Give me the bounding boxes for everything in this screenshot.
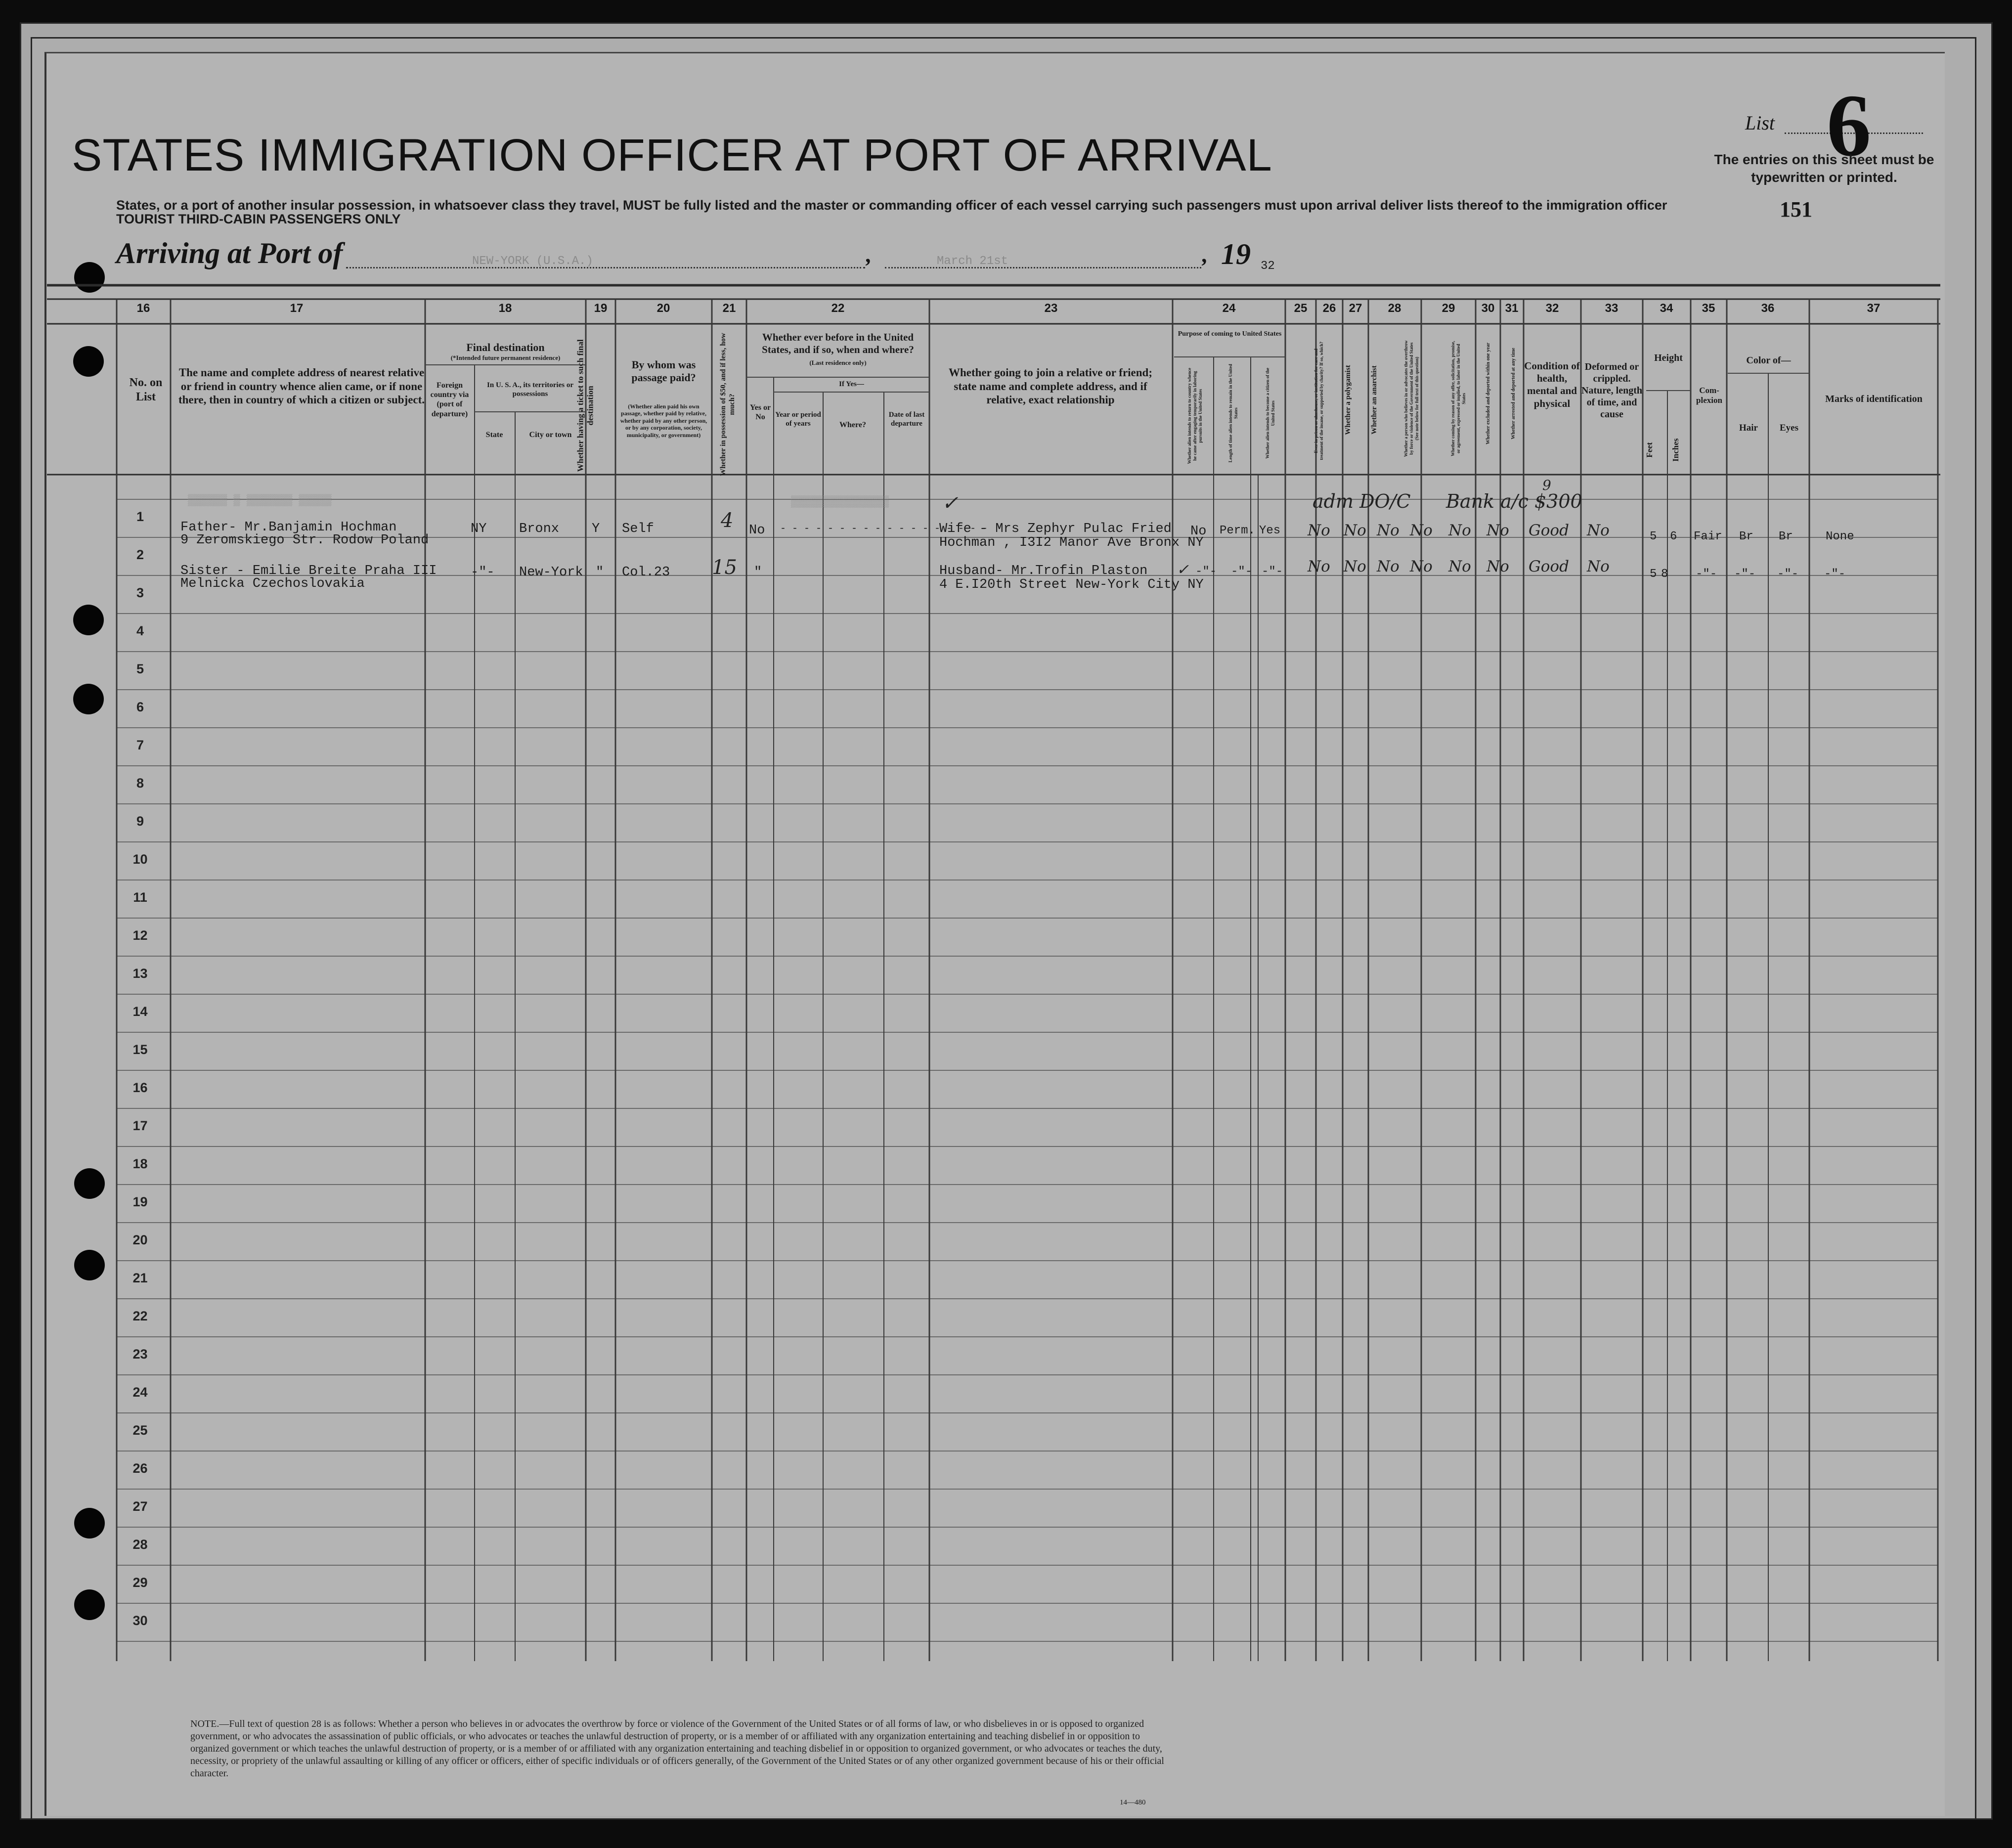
entry-2-inches: 8 (1661, 568, 1668, 581)
port-value: NEW-YORK (U.S.A.) (472, 255, 593, 268)
entry-1-ever-before: No (749, 523, 765, 538)
row-number: 7 (136, 738, 144, 752)
entry-1-deformed: No (1587, 522, 1610, 539)
entry-1-complexion: Fair (1694, 530, 1722, 543)
header-coming-by-reason: Whether coming by reason of any offer, solicitation, promise, or agreement, expressed or implied, to labor in the United States (1450, 341, 1466, 456)
entry-1-join-line1: Wife - Mrs Zephyr Pulac Fried (939, 522, 1172, 536)
header-no-on-list: No. on List (129, 376, 163, 403)
header-excluded-year: Whether excluded and deported within one year (1486, 343, 1491, 444)
entry-2-feet: 5 (1650, 568, 1657, 581)
entry-2-q25: No (1308, 558, 1330, 575)
header-foreign-country: Foreign country via (port of departure) (430, 381, 469, 418)
entry-1-feet: 5 (1650, 530, 1657, 543)
header-marks: Marks of identification (1825, 394, 1923, 404)
entry-1-q25: No (1308, 522, 1330, 539)
row-number: 24 (132, 1385, 148, 1400)
comma-2: , (1202, 242, 1208, 267)
entry-2-deformed: No (1587, 558, 1610, 575)
row-number: 4 (136, 623, 144, 638)
list-number: 6 (1827, 76, 1871, 175)
row-number: 18 (132, 1156, 148, 1171)
column-number: 33 (1605, 302, 1618, 315)
entry-1-q30: No (1487, 522, 1509, 539)
header-last-residence: (Last residence only) (809, 359, 867, 366)
header-nearest-relative: The name and complete address of nearest relative or friend in country whence alien came, or if none there, then in country of which a citizen or subject. (178, 366, 425, 406)
year-suffix: 32 (1261, 260, 1275, 273)
entry-2-eyes: -"- (1777, 568, 1799, 581)
column-number: 23 (1044, 302, 1058, 315)
entry-1-state: NY (471, 522, 487, 536)
entry-2-q26: No (1344, 558, 1366, 575)
faded-dashes: ▒▒▒▒▒▒▒▒▒▒▒▒▒▒▒ (791, 496, 889, 508)
column-number: 32 (1545, 302, 1559, 315)
row-number: 10 (132, 852, 148, 867)
entry-2-state: -"- (471, 565, 495, 580)
row-number: 28 (132, 1537, 148, 1552)
row-number: 25 (132, 1423, 148, 1438)
entry-2-q28: No (1410, 558, 1433, 575)
column-number: 36 (1761, 302, 1775, 315)
column-number: 30 (1481, 302, 1495, 315)
row-number: 29 (132, 1575, 148, 1590)
column-number: 34 (1660, 302, 1673, 315)
header-prison: Ever in prison or almshouse, or institution for care and treatment of the insane, or supported by charity? If so, which? (1313, 341, 1324, 460)
row-number: 12 (132, 928, 148, 943)
row-number: 5 (136, 661, 144, 676)
row-number: 9 (136, 814, 144, 829)
row-number: 20 (132, 1232, 148, 1247)
entry-1-condition: Good (1529, 522, 1569, 539)
header-hair: Hair (1739, 423, 1758, 433)
header-anarchist: Whether an anarchist (1370, 365, 1378, 435)
entry-2-complexion: -"- (1696, 568, 1717, 581)
entry-1-city: Bronx (519, 522, 560, 536)
header-state: State (485, 431, 503, 439)
header-complexion: Com- plexion (1696, 386, 1722, 405)
entry-2-join-line2: 4 E.I20th Street New-York City NY (939, 577, 1204, 592)
entry-1-money: 4 (721, 509, 734, 532)
list-label: List (1745, 112, 1775, 134)
header-final-destination-note: (*Intended future permanent residence) (450, 354, 561, 361)
entry-1-purpose-a: No (1190, 524, 1207, 539)
header-inches: Inches (1670, 438, 1680, 462)
header-purpose-a: Whether alien intends to return to country whence he came after engaging temporarily in laboring pursuits in the United States (1186, 367, 1203, 464)
entry-1-ticket: Y (592, 522, 600, 536)
row-number: 23 (132, 1347, 148, 1362)
header-color-of: Color of— (1746, 355, 1791, 366)
entry-1-q29: No (1448, 522, 1471, 539)
entry-1-hair: Br (1739, 530, 1753, 543)
entry-2-paid-by: Col.23 (622, 565, 670, 580)
entry-1-q28: No (1410, 522, 1433, 539)
column-number: 27 (1349, 302, 1362, 315)
column-number: 16 (136, 302, 150, 315)
form-number: 14—480 (1120, 1799, 1146, 1806)
entry-2-relative-line1: Sister - Emilie Breite Praha III (180, 564, 437, 578)
column-number: 20 (656, 302, 670, 315)
header-by-whom-note: (Whether alien paid his own passage, whether paid by relative, whether paid by any other person, or by any corporation, society, municipality, or government) (620, 403, 707, 439)
header-ticket: Whether having a ticket to such final destination (575, 339, 595, 472)
comma-1: , (866, 242, 872, 267)
column-number: 37 (1867, 302, 1881, 315)
header-purpose: Purpose of coming to United States (1178, 330, 1282, 338)
entry-1-inches: 6 (1670, 530, 1677, 543)
faded-relative-line: ▒▒▒▒▒▒ ▒ ▒▒▒▒▒▒▒ ▒▒▒▒▒ (188, 494, 332, 507)
annotation-admitted: adm DO/C (1312, 490, 1411, 512)
entry-2-hair: -"- (1734, 568, 1756, 581)
header-yes-no: Yes or No (749, 403, 771, 422)
row-number: 11 (133, 890, 147, 905)
entry-1-eyes: Br (1779, 530, 1793, 543)
entry-1-relative-line2: 9 Zeromskiego Str. Rodow Poland (180, 533, 429, 548)
column-number: 31 (1505, 302, 1519, 315)
column-number: 28 (1388, 302, 1401, 315)
column-number: 22 (831, 302, 845, 315)
header-city: City or town (529, 431, 572, 439)
header-eyes: Eyes (1780, 423, 1798, 433)
row-number: 26 (132, 1461, 148, 1476)
header-by-whom: By whom was passage paid? (631, 358, 696, 384)
check-mark: ✓ (1177, 561, 1189, 578)
header-year-period: Year or period of years (775, 411, 821, 428)
footer-note: NOTE.—Full text of question 28 is as follows: Whether a person who believes in or advocates the overthrow by force or violence of the Government of the United States or of all forms of law, or who disbelieves in or is opposed to organized government, or who advocates the assassination of public officials, or who advocates or teaches the unlawful destruction of property, or is a member of or affiliated with any organization entertaining and teaching disbelief in or opposition to organized government or which teaches the unlawful destruction of property, or is a member of or affiliated with any organization entertaining and teaching disbelief in or opposition to organized government, or who advocates or teaches the duty, necessity, or propriety of the unlawful assaulting or killing of any officer or officers, either of specific individuals or of officers generally, of the Government of the United States or of any other organized government because of his or their official character. (190, 1718, 1164, 1779)
entry-2-money: 15 (712, 556, 737, 579)
entry-2-join-line1: Husband- Mr.Trofin Plaston (939, 564, 1148, 578)
header-polygamist: Whether a polygamist (1344, 365, 1352, 435)
column-number: 24 (1222, 302, 1236, 315)
entry-2-q29: No (1448, 558, 1471, 575)
header-overthrow: Whether a person who believes in or advocates the overthrow by force or violence of the Government of the United States (See note below for full text of this question) (1403, 340, 1419, 457)
annotation-superscript: 9 (1542, 477, 1551, 493)
column-number: 26 (1322, 302, 1336, 315)
row-number: 16 (132, 1080, 148, 1095)
passenger-class: TOURIST THIRD-CABIN PASSENGERS ONLY (116, 212, 401, 226)
entry-2-relative-line2: Melnicka Czechoslovakia (180, 576, 365, 591)
header-date-departure: Date of last departure (888, 411, 925, 428)
row-number: 13 (132, 966, 148, 981)
row-number: 21 (132, 1271, 148, 1285)
entry-2-purpose-b: -"- (1231, 565, 1253, 578)
column-number: 18 (498, 302, 512, 315)
row-number: 6 (136, 700, 144, 714)
column-number: 17 (290, 302, 304, 315)
header-height: Height (1654, 352, 1683, 363)
row-number: 2 (136, 547, 144, 562)
header-purpose-b: Length of time alien intends to remain in the United States (1228, 364, 1238, 463)
entry-1-join-line2: Hochman , I3I2 Manor Ave Bronx NY (939, 535, 1204, 550)
header-ever-before: Whether ever before in the United States, and if so, when and where? (762, 331, 914, 356)
row-number: 22 (132, 1309, 148, 1323)
form-instructions: States, or a port of another insular possession, in whatsoever class they travel, MUST be fully listed and the master or commanding officer of each vessel carrying such passengers must upon arrival deliver lists thereof to the immigration officer (116, 198, 1667, 213)
row-number: 30 (132, 1613, 148, 1628)
column-number: 29 (1442, 302, 1455, 315)
entry-1-q26: No (1344, 522, 1366, 539)
header-deformed: Deformed or crippled. Nature, length of time, and cause (1581, 361, 1642, 420)
date-value: March 21st (937, 255, 1008, 268)
header-where: Where? (839, 421, 866, 429)
row-number: 19 (132, 1194, 148, 1209)
header-in-usa: In U. S. A., its territories or possessions (487, 381, 573, 398)
entry-1-marks: None (1826, 530, 1854, 543)
row-number: 3 (136, 585, 144, 600)
entry-2-condition: Good (1529, 558, 1569, 575)
year-prefix: 19 (1221, 238, 1251, 270)
entry-1-paid-by: Self (622, 522, 654, 536)
entry-1-purpose-c: Yes (1259, 524, 1281, 537)
entry-2-ever-before: " (754, 565, 762, 580)
row-number: 8 (136, 776, 144, 791)
entry-2-ticket: " (596, 565, 604, 580)
column-number: 25 (1294, 302, 1308, 315)
entry-2-q27: No (1377, 558, 1400, 575)
column-number: 21 (722, 302, 736, 315)
header-final-destination: Final destination (466, 341, 545, 353)
entry-2-marks: -"- (1824, 568, 1846, 581)
header-condition: Condition of health, mental and physical (1524, 360, 1580, 409)
entry-1-ever-dashes: - - - - - - - - - - - - - - - - - - (780, 523, 988, 534)
page-title: STATES IMMIGRATION OFFICER AT PORT OF ARRIVAL (72, 130, 1272, 180)
header-arrested: Whether arrested and deported at any time (1511, 348, 1516, 440)
check-mark: ✓ (942, 492, 959, 515)
header-if-yes: If Yes— (839, 380, 864, 388)
entry-2-q30: No (1487, 558, 1509, 575)
column-number: 35 (1702, 302, 1715, 315)
sheet-number: 151 (1780, 197, 1812, 221)
entry-1-purpose-b: Perm. (1220, 524, 1256, 537)
row-number: 17 (132, 1118, 148, 1133)
entry-2-purpose-a: -"- (1195, 565, 1217, 578)
entry-1-relative-line1: Father- Mr.Banjamin Hochman (180, 520, 397, 535)
header-purpose-c: Whether alien intends to become a citizen of the United States (1265, 367, 1275, 459)
column-number: 19 (594, 302, 608, 315)
row-number: 15 (132, 1042, 148, 1057)
row-number: 27 (132, 1499, 148, 1514)
header-possession-50: Whether in possession of $50, and if less, how much? (719, 333, 736, 476)
row-number: 14 (132, 1004, 148, 1019)
annotation-bank: Bank a/c $300 (1446, 490, 1582, 512)
arriving-label: Arriving at Port of (116, 237, 343, 269)
header-join-relative: Whether going to join a relative or friend; state name and complete address, and if relative, exact relationship (948, 366, 1153, 406)
entry-1-q27: No (1377, 522, 1400, 539)
entries-note: The entries on this sheet must be typewritten or printed. (1714, 152, 1934, 185)
entry-2-city: New-York (519, 565, 583, 580)
row-number: 1 (136, 509, 144, 524)
entry-2-purpose-c: -"- (1262, 565, 1283, 578)
header-feet: Feet (1644, 442, 1654, 458)
